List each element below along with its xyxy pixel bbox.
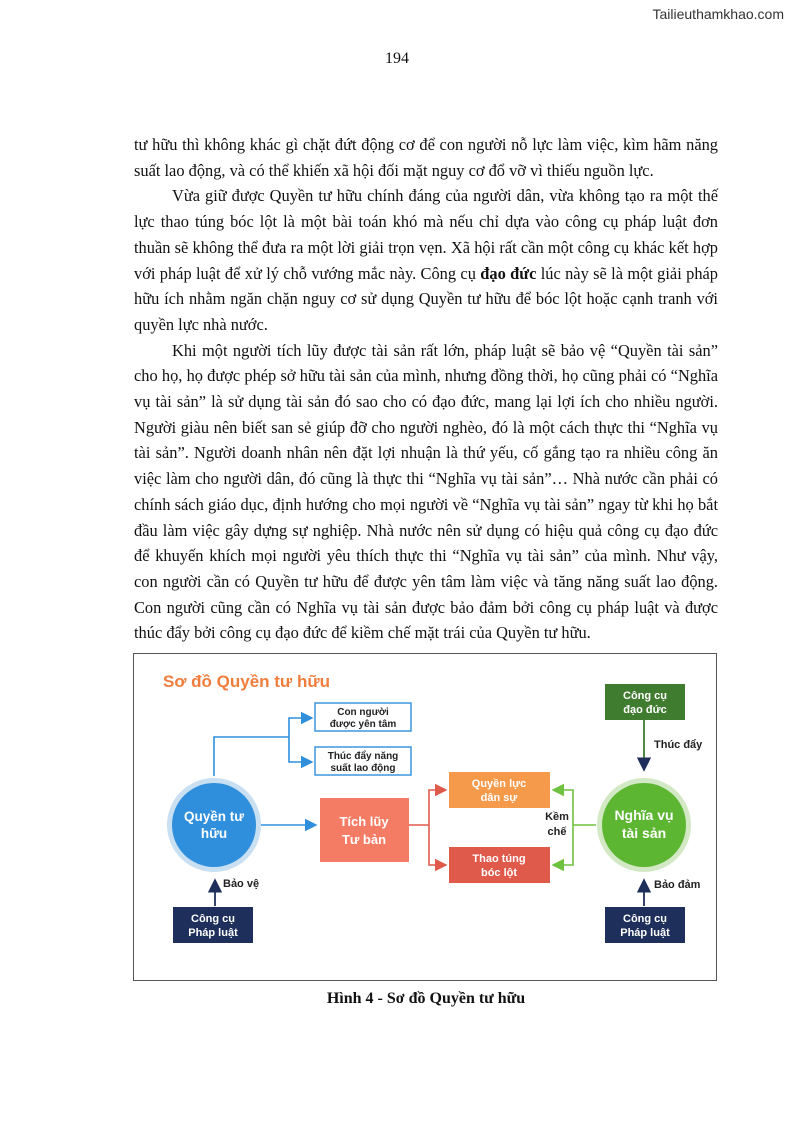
svg-text:Quyền tư: Quyền tư bbox=[183, 809, 245, 824]
svg-text:bóc lột: bóc lột bbox=[480, 867, 518, 879]
arrow-to-quyen-luc bbox=[429, 790, 446, 825]
svg-text:Công cụ: Công cụ bbox=[623, 913, 667, 925]
svg-text:Thao túng: Thao túng bbox=[472, 853, 526, 865]
svg-text:suất lao động: suất lao động bbox=[330, 763, 396, 774]
page-number: 194 bbox=[385, 50, 409, 67]
svg-text:Tư bản: Tư bản bbox=[341, 832, 387, 847]
thao-tung-boc-lot-node bbox=[449, 847, 550, 883]
cong-cu-dao-duc-node bbox=[605, 684, 685, 720]
svg-text:Nghĩa vụ: Nghĩa vụ bbox=[614, 807, 674, 823]
svg-text:Quyền lực: Quyền lực bbox=[471, 778, 527, 790]
bao-ve-label: Bảo vệ bbox=[223, 878, 260, 890]
watermark: Tailieuthamkhao.com bbox=[652, 6, 784, 22]
thuc-day-nang-suat-node bbox=[315, 747, 411, 775]
svg-text:hữu: hữu bbox=[200, 826, 228, 841]
kem-che-label-1: Kềm bbox=[545, 811, 569, 823]
diagram-svg bbox=[134, 654, 718, 982]
kem-che-label-2: chế bbox=[547, 826, 567, 838]
quyen-luc-dan-su-node bbox=[449, 772, 550, 808]
tich-luy-tu-ban-node bbox=[320, 798, 409, 862]
svg-text:Thúc đẩy năng: Thúc đẩy năng bbox=[327, 751, 399, 762]
quyen-tu-huu-node bbox=[167, 778, 261, 872]
svg-text:Công cụ: Công cụ bbox=[191, 913, 235, 925]
cong-cu-phap-luat-right-node bbox=[605, 907, 685, 943]
svg-text:Tích lũy: Tích lũy bbox=[339, 814, 389, 829]
svg-text:Pháp luật: Pháp luật bbox=[620, 927, 670, 939]
svg-text:đạo đức: đạo đức bbox=[623, 704, 667, 716]
arrow-to-thuc-day bbox=[289, 737, 312, 762]
arrow-to-con-nguoi bbox=[289, 718, 312, 737]
cong-cu-phap-luat-left-node bbox=[173, 907, 253, 943]
paragraph-3: Khi một người tích lũy được tài sản rất lớn, pháp luật sẽ bảo vệ “Quyền tài sản” cho họ, họ được phép sở hữu tài sản của mình, nhưng đồng thời, họ cũng phải có “Nghĩa vụ tài sản” là sử dụng tài sản đó sao cho có đạo đức, mang lại lợi ích cho nhiều người. Người giàu nên biết san sẻ giúp đỡ cho người nghèo, đó là một cách thực thi “Nghĩa vụ tài sản”. Người doanh nhân nên đặt lợi nhuận là thứ yếu, cố gắng tạo ra nhiều công ăn việc làm cho người dân, đó cũng là thực thi “Nghĩa vụ tài sản”… Nhà nước cần phải có chính sách giáo dục, định hướng cho mọi người về “Nghĩa vụ tài sản” ngay từ khi họ bắt đầu làm việc gây dựng sự nghiệp. Nhà nước nên sử dụng có hiệu quả công cụ đạo đức để khuyến khích mọi người yêu thích thực thi “Nghĩa vụ tài sản” của mình. Như vậy, con người cần có Quyền tư hữu để được yên tâm làm việc và tăng năng suất lao động. Con người cũng cần có Nghĩa vụ tài sản được bảo đảm bởi công cụ pháp luật và được thúc đẩy bởi công cụ đạo đức để kiềm chế mặt trái của Quyền tư hữu. bbox=[134, 340, 718, 643]
figure-caption: Hình 4 - Sơ đồ Quyền tư hữu bbox=[326, 990, 526, 1007]
arrow-to-thao-tung bbox=[429, 825, 446, 865]
svg-text:dân sự: dân sự bbox=[480, 792, 518, 804]
bao-dam-label: Bảo đảm bbox=[654, 879, 701, 891]
svg-text:tài sản: tài sản bbox=[621, 825, 667, 841]
svg-text:Con người: Con người bbox=[337, 707, 389, 718]
paragraph-2: Vừa giữ được Quyền tư hữu chính đáng của người dân, vừa không tạo ra một thế lực thao túng bóc lột là một bài toán khó mà nếu chỉ dựa vào công cụ pháp luật đơn thuần sẽ không thể đưa ra một lời giải trọn vẹn. Xã hội rất cần một công cụ khác kết hợp với pháp luật để xử lý chỗ vướng mắc này. Công cụ đạo đức lúc này sẽ là một giải pháp hữu ích nhằm ngăn chặn nguy cơ sử dụng Quyền tư hữu để bóc lột hoặc cạnh tranh với quyền lực nhà nước. bbox=[134, 186, 718, 334]
body-text bbox=[134, 132, 718, 646]
con-nguoi-node bbox=[315, 703, 411, 731]
svg-text:được yên tâm: được yên tâm bbox=[329, 719, 397, 730]
thuc-day-label: Thúc đẩy bbox=[654, 739, 703, 751]
svg-text:Công cụ: Công cụ bbox=[623, 690, 667, 702]
diagram-figure bbox=[133, 653, 717, 981]
paragraph-1: tư hữu thì không khác gì chặt đứt động cơ để con người nỗ lực làm việc, kìm hãm năng suất lao động, và có thể khiến xã hội đối mặt nguy cơ đổ vỡ vì thiếu nguồn lực. bbox=[134, 135, 718, 180]
diagram-title: Sơ đồ Quyền tư hữu bbox=[163, 672, 331, 691]
nghia-vu-tai-san-node bbox=[597, 778, 691, 872]
svg-text:Pháp luật: Pháp luật bbox=[188, 927, 238, 939]
